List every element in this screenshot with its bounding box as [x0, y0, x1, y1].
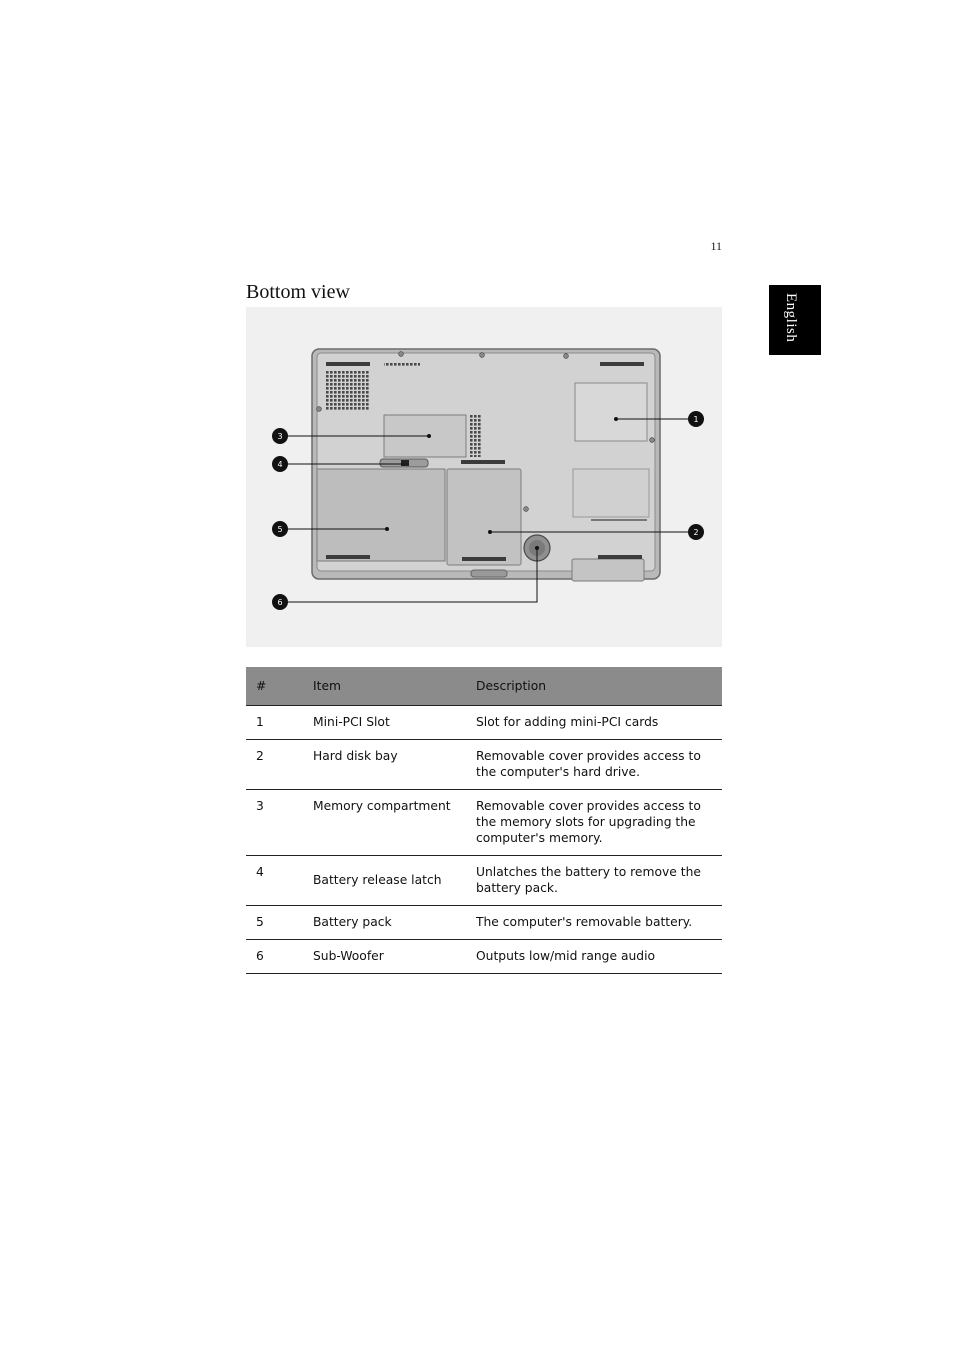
callout-4 — [272, 456, 288, 472]
header-description: Description — [476, 667, 722, 706]
table-header-row — [246, 667, 722, 706]
svg-text:6: 6 — [277, 598, 283, 607]
section-title: Bottom view — [246, 281, 350, 303]
row-num: 2 — [246, 740, 313, 790]
mini-pci-slot — [575, 383, 647, 441]
table-row — [246, 740, 722, 790]
callout-6 — [272, 594, 288, 610]
laptop-bottom-figure — [246, 307, 722, 647]
row-item: Sub-Woofer — [313, 940, 476, 974]
row-description: Outputs low/mid range audio — [476, 940, 722, 974]
table-row — [246, 856, 722, 906]
row-num: 1 — [246, 706, 313, 740]
bottom-view-table — [246, 667, 722, 974]
row-description: Slot for adding mini-PCI cards — [476, 706, 722, 740]
language-tab-label: English — [783, 293, 799, 343]
svg-text:2: 2 — [693, 528, 699, 537]
row-item: Mini-PCI Slot — [313, 706, 476, 740]
row-item: Hard disk bay — [313, 740, 476, 790]
callout-3 — [272, 428, 288, 444]
row-description: Removable cover provides access to the computer's hard drive. — [476, 740, 722, 790]
header-item: Item — [313, 667, 476, 706]
table-row — [246, 940, 722, 974]
svg-text:1: 1 — [693, 415, 699, 424]
callout-2 — [688, 524, 704, 540]
row-item: Battery release latch — [313, 856, 476, 906]
language-tab — [769, 285, 821, 355]
table-row — [246, 706, 722, 740]
page-number: 11 — [710, 239, 722, 253]
svg-text:5: 5 — [277, 525, 283, 534]
laptop-bottom-illustration — [246, 307, 722, 647]
row-num: 5 — [246, 906, 313, 940]
hard-disk-bay — [447, 469, 521, 565]
row-item: Battery pack — [313, 906, 476, 940]
battery-pack — [317, 469, 445, 561]
row-item: Memory compartment — [313, 790, 476, 856]
row-description: Unlatches the battery to remove the battery pack. — [476, 856, 722, 906]
row-description: The computer's removable battery. — [476, 906, 722, 940]
table-row — [246, 790, 722, 856]
row-description: Removable cover provides access to the memory slots for upgrading the computer's memory. — [476, 790, 722, 856]
row-num: 4 — [246, 856, 313, 906]
table-row — [246, 906, 722, 940]
header-num: # — [246, 667, 313, 706]
svg-text:3: 3 — [277, 432, 283, 441]
callout-5 — [272, 521, 288, 537]
callout-1 — [688, 411, 704, 427]
row-num: 6 — [246, 940, 313, 974]
row-num: 3 — [246, 790, 313, 856]
svg-text:4: 4 — [277, 460, 283, 469]
